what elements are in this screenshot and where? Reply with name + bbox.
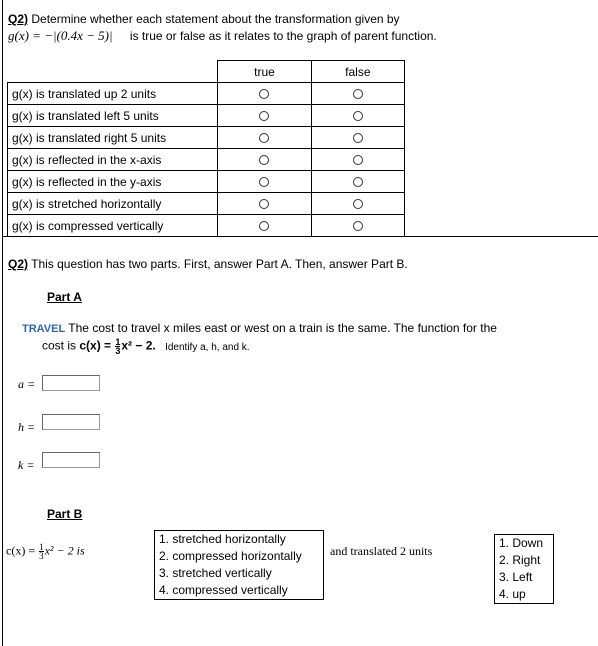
true-radio-cell [218, 127, 311, 149]
q1-prompt: Determine whether each statement about the transformation given by [28, 12, 400, 26]
q1-label: Q2) [8, 12, 29, 26]
travel-label: TRAVEL [22, 323, 66, 335]
statement-cell: g(x) is reflected in the x-axis [8, 149, 218, 171]
k-input[interactable] [42, 452, 100, 468]
option-item[interactable]: 4. up [499, 587, 526, 601]
q2-heading [8, 257, 408, 271]
identify-text: Identify a, h, and k. [165, 341, 250, 353]
part-a-line2 [42, 338, 250, 355]
false-radio-button[interactable] [353, 221, 363, 231]
translated-text: and translated 2 units [330, 544, 433, 558]
table-header-row [8, 61, 405, 83]
part-b-fn-right: x² − 2 is [44, 543, 85, 558]
false-radio-button[interactable] [353, 133, 363, 143]
statement-cell: g(x) is translated up 2 units [8, 83, 218, 105]
part-b-fraction [39, 543, 44, 560]
false-radio-cell [311, 105, 404, 127]
part-a-title: Part A [47, 290, 82, 304]
false-radio-button[interactable] [353, 111, 363, 121]
true-radio-cell [218, 149, 311, 171]
true-radio-cell [218, 193, 311, 215]
true-radio-button[interactable] [259, 221, 269, 231]
q1-tail: is true or false as it relates to the graph of parent function. [129, 29, 437, 43]
q2-intro: This question has two parts. First, answer Part A. Then, answer Part B. [28, 257, 408, 271]
true-radio-cell [218, 105, 311, 127]
true-radio-cell [218, 83, 311, 105]
table-row [8, 193, 405, 215]
var-k-label: k = [18, 458, 35, 472]
false-radio-cell [311, 127, 404, 149]
cost-prefix: cost is [42, 338, 80, 353]
cost-fn-right: x² − 2. [121, 338, 156, 353]
table-row [8, 105, 405, 127]
fraction-denominator: 3 [115, 346, 121, 356]
true-radio-button[interactable] [259, 133, 269, 143]
empty-header [8, 61, 218, 83]
true-radio-button[interactable] [259, 199, 269, 209]
cost-fn-left: c(x) = [79, 338, 115, 353]
false-radio-cell [311, 193, 404, 215]
part-b-title: Part B [47, 507, 83, 521]
statement-cell: g(x) is translated left 5 units [8, 105, 218, 127]
table-row [8, 127, 405, 149]
fraction-denominator: 3 [39, 551, 44, 561]
statement-cell: g(x) is compressed vertically [8, 215, 218, 237]
q1-function-line [8, 28, 437, 44]
table-row [8, 83, 405, 105]
q2-label: Q2) [8, 257, 29, 271]
table-row [8, 171, 405, 193]
statement-cell: g(x) is translated right 5 units [8, 127, 218, 149]
table-row [8, 215, 405, 237]
cost-fraction [115, 338, 120, 355]
true-radio-cell [218, 171, 311, 193]
option-item[interactable]: 2. Right [499, 553, 541, 567]
section-divider [2, 236, 598, 237]
q1-function: g(x) = −|(0.4x − 5)| [8, 28, 113, 43]
true-radio-button[interactable] [259, 89, 269, 99]
option-item[interactable]: 3. Left [499, 570, 533, 584]
true-radio-button[interactable] [259, 155, 269, 165]
false-radio-button[interactable] [353, 155, 363, 165]
true-false-table [7, 60, 405, 237]
part-a-text: The cost to travel x miles east or west on a train is the same. The function for the [65, 321, 497, 335]
false-radio-button[interactable] [353, 199, 363, 209]
fraction-numerator: 1 [39, 542, 44, 552]
option-item[interactable]: 1. Down [499, 536, 544, 550]
true-radio-button[interactable] [259, 111, 269, 121]
part-a-line1 [22, 321, 497, 335]
false-radio-cell [311, 149, 404, 171]
true-radio-cell [218, 215, 311, 237]
var-h-label: h = [18, 420, 36, 434]
var-a-label: a = [18, 377, 36, 391]
h-input[interactable] [42, 414, 100, 430]
fraction-numerator: 1 [115, 337, 121, 347]
false-radio-cell [311, 215, 404, 237]
direction-options[interactable] [494, 534, 554, 604]
part-b-fn-left: c(x) = [6, 543, 39, 558]
statement-cell: g(x) is stretched horizontally [8, 193, 218, 215]
table-row [8, 149, 405, 171]
true-radio-button[interactable] [259, 177, 269, 187]
option-item[interactable]: 3. stretched vertically [159, 566, 272, 580]
false-radio-button[interactable] [353, 177, 363, 187]
option-item[interactable]: 2. compressed horizontally [159, 549, 302, 563]
false-radio-cell [311, 171, 404, 193]
false-radio-button[interactable] [353, 89, 363, 99]
q1-heading [8, 12, 400, 26]
statement-cell: g(x) is reflected in the y-axis [8, 171, 218, 193]
column-true: true [218, 61, 311, 83]
part-b-function [6, 543, 85, 560]
column-false: false [311, 61, 404, 83]
transformation-options[interactable] [154, 530, 324, 600]
false-radio-cell [311, 83, 404, 105]
option-item[interactable]: 4. compressed vertically [159, 583, 288, 597]
left-border [2, 0, 3, 646]
a-input[interactable] [42, 375, 100, 391]
option-item[interactable]: 1. stretched horizontally [159, 532, 286, 546]
